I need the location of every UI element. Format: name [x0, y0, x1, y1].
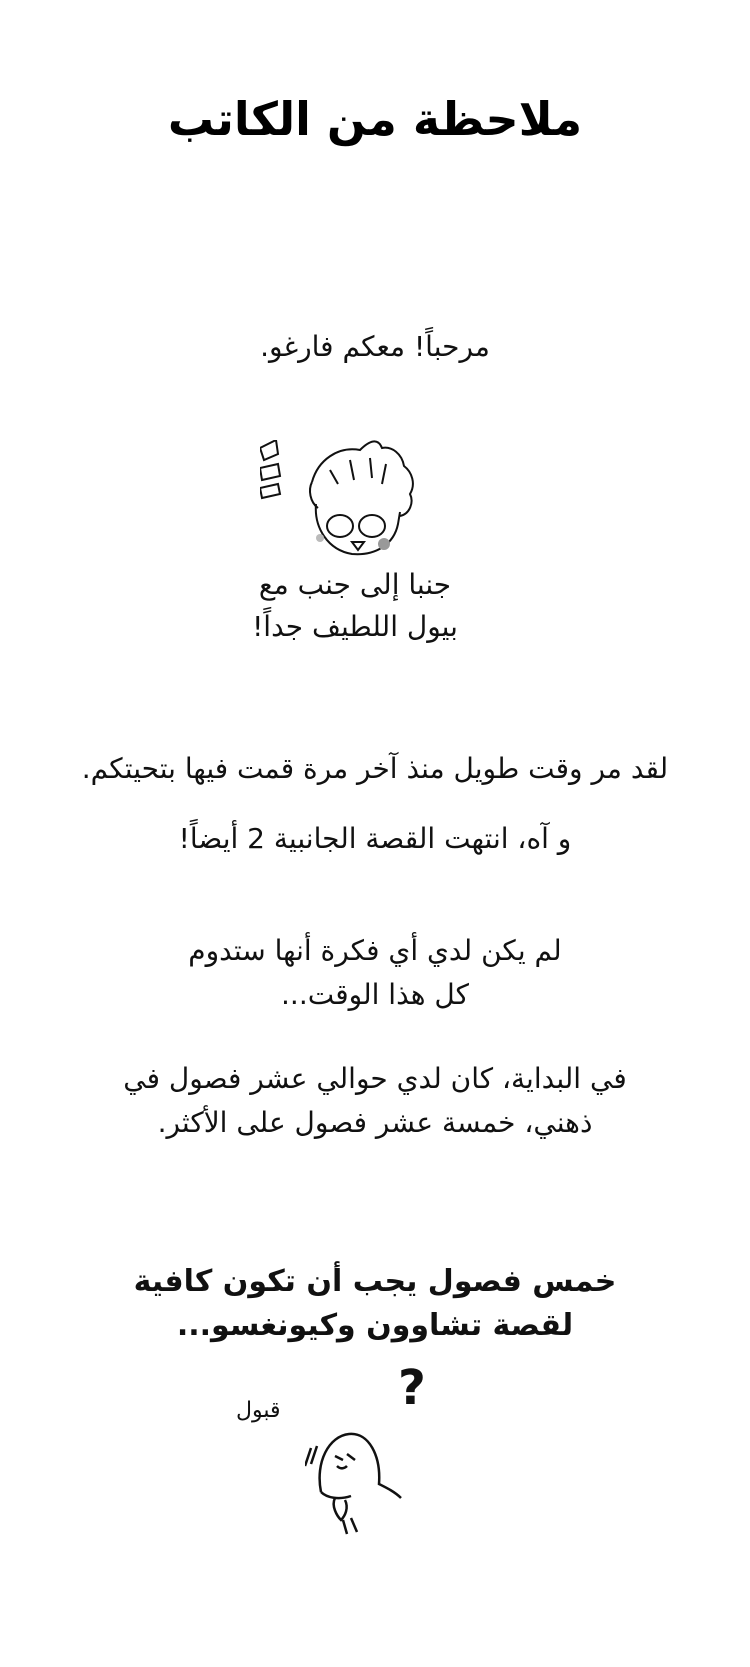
paragraph-4-line-2: ذهني، خمسة عشر فصول على الأكثر.: [157, 1106, 593, 1139]
paragraph-4-line-1: في البداية، كان لدي حوالي عشر فصول في: [123, 1062, 627, 1095]
paragraph-1: لقد مر وقت طويل منذ آخر مرة قمت فيها بتحيتكم.: [81, 752, 669, 785]
caption-line-1: جنبا إلى جنب مع: [258, 568, 452, 601]
motion-line-icon: [305, 1446, 317, 1466]
question-mark-icon: ?: [398, 1360, 426, 1416]
paragraph-2: و آه، انتهت القصة الجانبية 2 أيضاً!: [178, 822, 572, 855]
emphasis-line-1: خمس فصول يجب أن تكون كافية: [133, 1264, 617, 1299]
doodle-label: قبول: [236, 1398, 281, 1423]
thinking-blob-illustration: [305, 1432, 435, 1537]
emphasis-line-2: لقصة تشاوون وكيونغسو...: [176, 1308, 574, 1343]
surprise-mark-icon: [260, 464, 280, 480]
surprise-mark-icon: [260, 484, 280, 498]
surprise-mark-icon: [260, 440, 278, 460]
paragraph-3-line-1: لم يكن لدي أي فكرة أنها ستدوم: [188, 934, 562, 967]
greeting-text: مرحباً! معكم فارغو.: [260, 330, 490, 363]
chibi-character-illustration: [260, 440, 460, 570]
page-title: ملاحظة من الكاتب: [167, 92, 583, 146]
paragraph-3-line-2: كل هذا الوقت...: [281, 978, 469, 1011]
caption-line-2: بيول اللطيف جداً!: [252, 610, 458, 643]
